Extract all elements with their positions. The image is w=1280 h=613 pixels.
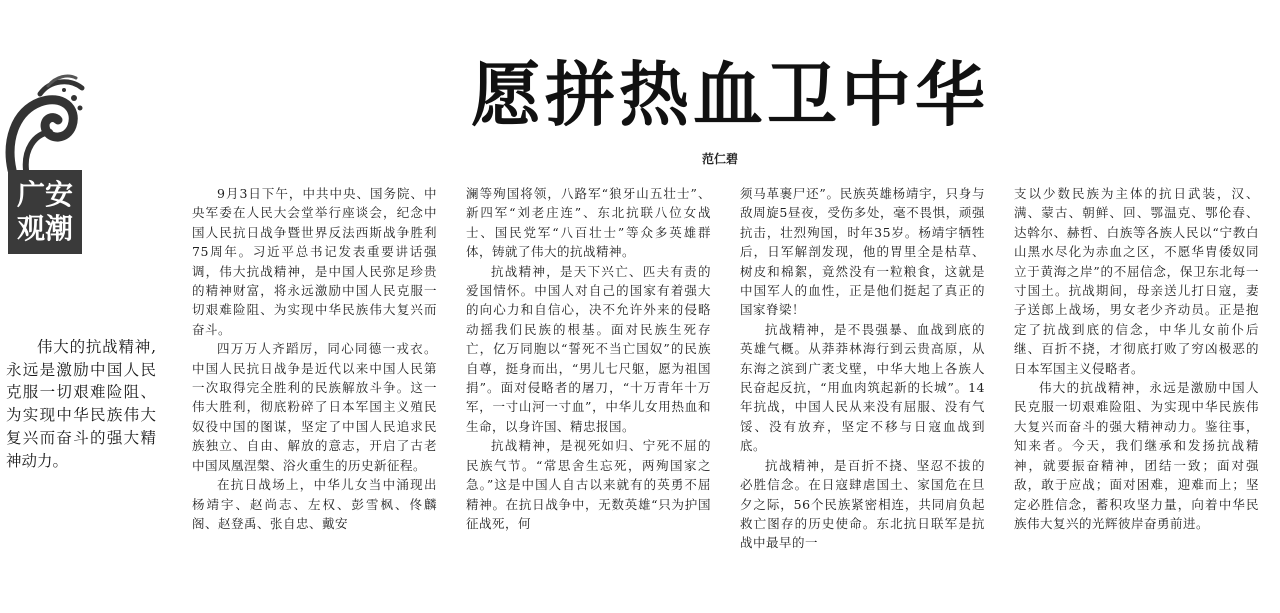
wave-ornament-icon <box>4 72 86 172</box>
paragraph: 9月3日下午，中共中央、国务院、中央军委在人民大会堂举行座谈会，纪念中国人民抗日战争暨世界反法西斯战争胜利75周年。习近平总书记发表重要讲话强调，伟大抗战精神，是中国人民弥足珍贵的精神财富，将永远激励中国人民克服一切艰难险阻、为实现中华民族伟大复兴而奋斗。 <box>192 186 437 337</box>
article-headline: 愿拼热血卫中华 <box>471 53 989 136</box>
paragraph: 抗战精神，是不畏强暴、血战到底的英雄气概。从莽莽林海行到云贵高原，从东海之滨到广袤戈壁，中华大地上各族人民奋起反抗，“用血肉筑起新的长城”。14年抗战，中国人民从来没有屈服、没有气馁、没有放弃，坚定不移与日寇血战到底。 <box>740 321 985 454</box>
article-byline: 范仁碧 <box>701 152 738 166</box>
paragraph: 四万万人齐蹈厉，同心同德一戎衣。中国人民抗日战争是近代以来中国人民第一次取得完全胜利的民族解放斗争。这一伟大胜利，彻底粉碎了日本军国主义殖民奴役中国的图谋，坚定了中国人民追求民族独立、自由、解放的意志，开启了古老中国凤凰涅槃、浴火重生的历史新征程。 <box>192 341 437 473</box>
pull-quote: 伟大的抗战精神,永远是激励中国人民克服一切艰难险阻、为实现中华民族伟大复兴而奋斗的强大精神动力。 <box>6 338 156 470</box>
paragraph: 澜等殉国将领，八路军“狼牙山五壮士”、新四军“刘老庄连”、东北抗联八位女战士、国民党军“八百壮士”等众多英雄群体，铸就了伟大的抗战精神。 <box>466 186 711 260</box>
article-column-4 <box>1014 184 1259 579</box>
paragraph: 抗战精神，是天下兴亡、匹夫有责的爱国情怀。中国人对自己的国家有着强大的向心力和自信心，决不允许外来的侵略动摇我们民族的根基。面对民族生死存亡，亿万同胞以“誓死不当亡国奴”的民族自尊，挺身而出，“男儿七尺躯，愿为祖国捐”。面对侵略者的屠刀，“十万青年十万军，一寸山河一寸血”，中华儿女用热血和生命，以身许国、精忠报国。 <box>466 263 711 434</box>
paragraph: 须马革裹尸还”。民族英雄杨靖宇，只身与敌周旋5昼夜，受伤多处，毫不畏惧，顽强抗击，壮烈殉国，时年35岁。杨靖宇牺牲后，日军解剖发现，他的胃里全是枯草、树皮和棉絮，竟然没有一粒粮食，这就是中国军人的血性，正是他们挺起了真正的国家脊梁！ <box>740 186 985 318</box>
paragraph: 抗战精神，是百折不挠、坚忍不拔的必胜信念。在日寇肆虐国土、家国危在旦夕之际，56个民族紧密相连，共同肩负起救亡图存的历史使命。东北抗日联军是抗战中最早的一 <box>740 457 985 551</box>
article-column-2 <box>466 184 711 579</box>
paragraph: 支以少数民族为主体的抗日武装，汉、满、蒙古、朝鲜、回、鄂温克、鄂伦春、达斡尔、赫哲、白族等各族人民以“宁教白山黑水尽化为赤血之区，不愿华胄倭奴同立于黄海之岸”的不屈信念，保卫东北每一寸国土。抗战期间，母亲送儿打日寇，妻子送郎上战场，男女老少齐动员。正是抱定了抗战到底的信念，中华儿女前仆后继、百折不挠，才彻底打败了穷凶极恶的日本军国主义侵略者。 <box>1014 186 1259 376</box>
column-logo-line2: 观潮 <box>16 212 73 245</box>
paragraph: 抗战精神，是视死如归、宁死不屈的民族气节。“常思舍生忘死，两殉国家之急。”这是中国人自古以来就有的英勇不屈精神。在抗日战争中，无数英雄“只为护国征战死，何 <box>466 438 711 531</box>
article-column-3 <box>740 184 985 579</box>
paragraph: 在抗日战场上，中华儿女当中涌现出杨靖宇、赵尚志、左权、彭雪枫、佟麟阁、赵登禹、张自忠、戴安 <box>192 477 437 531</box>
column-logo <box>4 72 86 254</box>
column-logo-box <box>8 170 82 254</box>
paragraph: 伟大的抗战精神，永远是激励中国人民克服一切艰难险阻、为实现中华民族伟大复兴而奋斗的强大精神动力。鉴往事，知来者。今天，我们继承和发扬抗战精神，就要振奋精神，团结一致；面对强敌，敢于应战；面对困难，迎难而上；坚定必胜信念，蓄积攻坚力量，向着中华民族伟大复兴的光辉彼岸奋勇前进。 <box>1014 380 1259 531</box>
article-column-1 <box>192 184 437 579</box>
column-logo-line1: 广安 <box>16 178 73 211</box>
